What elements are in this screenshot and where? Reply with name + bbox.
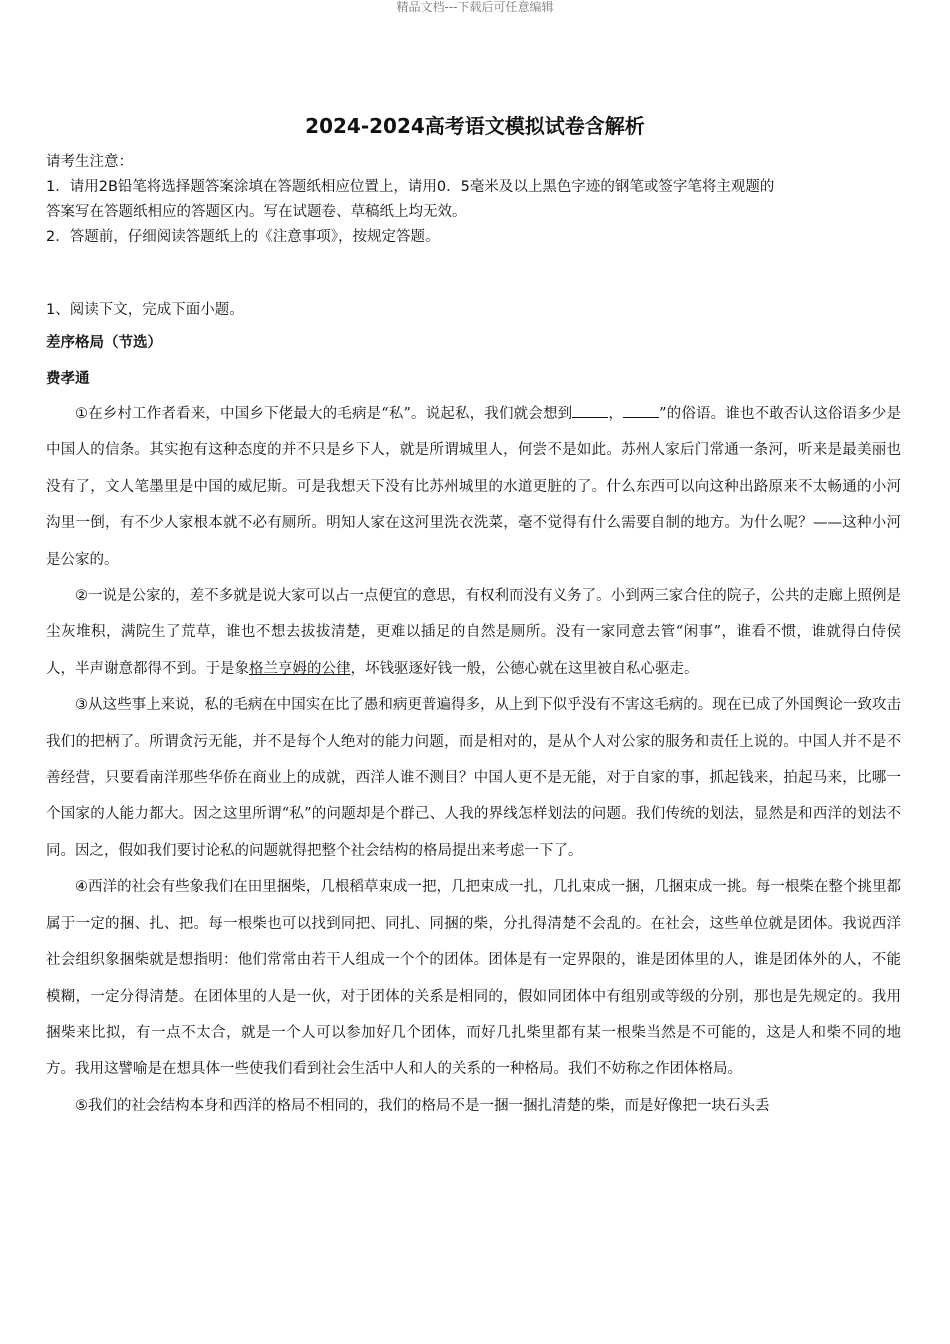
fill-blank-1 — [572, 403, 608, 418]
exam-notice — [46, 150, 906, 250]
paragraph-text: 从这些事上来说，私的毛病在中国实在比了愚和病更普遍得多，从上到下似乎没有不害这毛病的。现在已成了外国舆论一致攻击我们的把柄了。所谓贪污无能，并不是每个人绝对的能力问题，而是相对的，是从个人对公家的服务和责任上说的。中国人并不是不善经营，只要看南洋那些华侨在商业上的成就，西洋人谁不测目？中国人更不是无能，对于自家的事，抓起钱来，拍起马来，比哪一个国家的人能力都大。因之这里所谓“私”的问题却是个群己、人我的界线怎样划法的问题。我们传统的划法，显然是和西洋的划法不同。因之，假如我们要讨论私的问题就得把整个社会结构的格局提出来考虑一下了。 — [46, 697, 902, 859]
document-title: 2024-2024高考语文模拟试卷含解析 — [305, 114, 645, 138]
essay-author: 费孝通 — [46, 370, 90, 387]
notice-item-2: 2．答题前，仔细阅读答题纸上的《注意事项》，按规定答题。 — [46, 229, 440, 245]
notice-item-1-line-2: 答案写在答题纸相应的答题区内。写在试题卷、草稿纸上均无效。 — [46, 204, 467, 220]
underlined-term: 格兰亨姆的公律 — [249, 660, 351, 677]
paragraph-2 — [46, 578, 901, 687]
paragraph-number: ① — [75, 406, 89, 422]
paragraph-5 — [46, 1088, 901, 1124]
paragraph-text: 我们的社会结构本身和西洋的格局不相同的，我们的格局不是一捆一捆扎清楚的柴，而是好像把一块石头丢 — [88, 1097, 770, 1114]
essay-title: 差序格局（节选） — [46, 334, 162, 351]
header-note: 精品文档---下载后可任意编辑 — [396, 0, 554, 14]
paragraph-4 — [46, 869, 901, 1087]
paragraph-number: ② — [75, 588, 89, 605]
notice-heading: 请考生注意： — [46, 154, 133, 170]
paragraph-text: 在乡村工作者看来，中国乡下佬最大的毛病是“私”。说起私，我们就会想到 — [88, 406, 573, 422]
essay-body — [46, 396, 901, 1124]
paragraph-number: ③ — [75, 697, 89, 714]
paragraph-text: 西洋的社会有些象我们在田里捆柴，几根稻草束成一把，几把束成一扎，几扎束成一捆，几捆束成一挑。每一根柴在整个挑里都属于一定的捆、扎、把。每一根柴也可以找到同把、同扎、同捆的柴，分扎得清楚不会乱的。在社会，这些单位就是团体。我说西洋社会组织象捆柴就是想指明：他们常常由若干人组成一个个的团体。团体是有一定界限的，谁是团体里的人，谁是团体外的人，不能模糊，一定分得清楚。在团体里的人是一伙，对于团体的关系是相同的，假如同团体中有组别或等级的分别，那也是先规定的。我用捆柴来比拟，有一点不太合，就是一个人可以参加好几个团体，而好几扎柴里都有某一根柴当然是不可能的，这是人和柴不同的地方。我用这譬喻是在想具体一些使我们看到社会生活中人和人的关系的一种格局。我们不妨称之作团体格局。 — [46, 879, 902, 1078]
notice-item-1-line-1: 1．请用2B铅笔将选择题答案涂填在答题纸相应位置上，请用0．5毫米及以上黑色字迹的钢笔或签字笔将主观题的 — [46, 179, 775, 195]
question-prompt: 1、阅读下文，完成下面小题。 — [46, 302, 244, 318]
paragraph-3 — [46, 687, 901, 869]
paragraph-number: ⑤ — [75, 1097, 88, 1114]
paragraph-text: ，坏钱驱逐好钱一般，公德心就在这里被自私心驱走。 — [350, 660, 699, 677]
paragraph-text: 一说是公家的，差不多就是说大家可以占一点便宜的意思，有权利而没有义务了。小到两三家合住的院子，公共的走廊上照例是尘灰堆积，满院生了荒草，谁也不想去拔拔清楚，更难以插足的自然是厕所。没有一家同意去管“闲事”，谁看不惯，谁就得白侍侯人，半声谢意都得不到。于是象 — [46, 588, 902, 677]
paragraph-text: ”的俗语。谁也不敢否认这俗语多少是中国人的信条。其实抱有这种态度的并不只是乡下人，就是所谓城里人，何尝不是如此。苏州人家后门常通一条河，听来是最美丽也没有了，文人笔墨里是中国的威尼斯。可是我想天下没有比苏州城里的水道更脏的了。什么东西可以向这种出路原来不太畅通的小河沟里一倒，有不少人家根本就不必有厕所。明知人家在这河里洗衣洗菜，毫不觉得有什么需要自制的地方。为什么呢？——这种小河是公家的。 — [46, 406, 901, 568]
paragraph-1 — [46, 396, 901, 578]
paragraph-number: ④ — [75, 879, 89, 896]
fill-blank-2 — [623, 403, 659, 418]
blank-separator: ， — [608, 406, 624, 422]
